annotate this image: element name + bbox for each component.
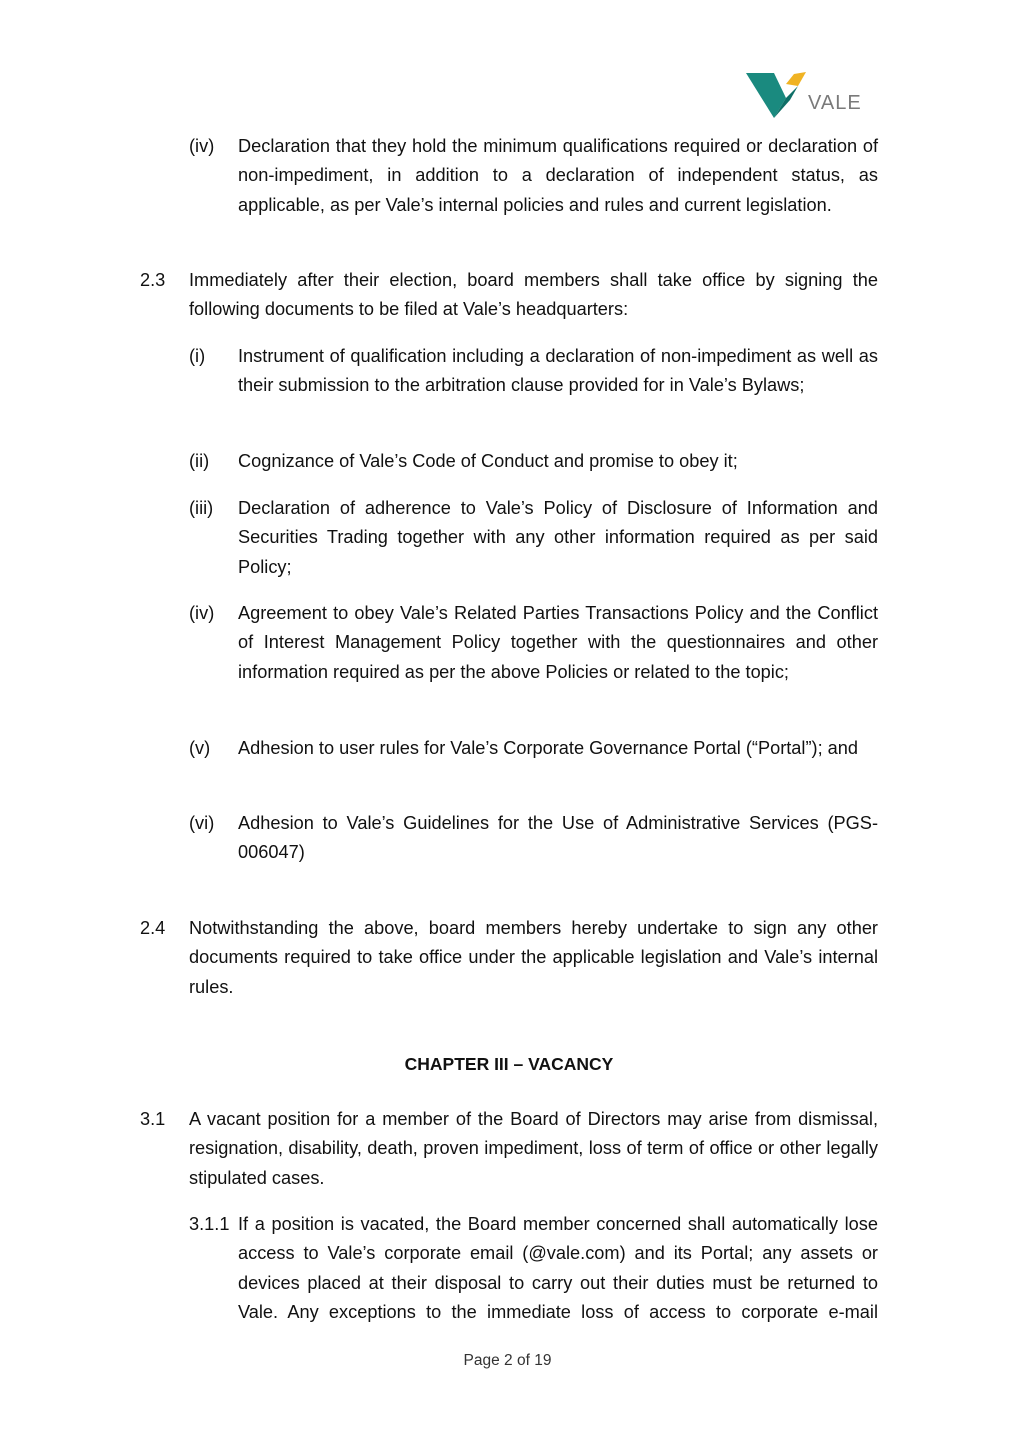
item-text: Adhesion to user rules for Vale’s Corporate Governance Portal (“Portal”); and (238, 738, 859, 758)
clause-number: 3.1 (140, 1109, 166, 1129)
clause-number: 2.3 (140, 270, 166, 290)
clause-number: 3.1.1 (189, 1214, 230, 1234)
clause-number: 2.4 (140, 918, 166, 938)
chapter-heading: CHAPTER III – VACANCY (404, 1054, 614, 1074)
vale-logo-text: VALE (808, 92, 862, 114)
clause-text: A vacant position for a member of the Board of Directors may arise from dismissal, resignation, disability, death, proven impediment, loss of term of office or other legally stipulated cases. (189, 1109, 878, 1188)
item-text: Instrument of qualification including a declaration of non-impediment as well as their submission to the arbitration clause provided for in Vale’s Bylaws; (238, 346, 878, 396)
page-number-footer: Page 2 of 19 (463, 1352, 552, 1369)
item-text: Agreement to obey Vale’s Related Parties Transactions Policy and the Conflict of Interest Management Policy together with the questionnaires and other information required as per the above Policies or related to the topic; (238, 603, 878, 682)
item-number: (i) (189, 346, 206, 366)
clause-text: Notwithstanding the above, board members hereby undertake to sign any other documents required to take office under the applicable legislation and Vale’s internal rules. (189, 918, 878, 997)
item-number: (ii) (189, 451, 210, 471)
item-number: (vi) (189, 813, 215, 833)
item-number: (iv) (189, 603, 215, 623)
item-number: (iv) (189, 136, 215, 156)
item-text: Declaration that they hold the minimum qualifications required or declaration of non-impediment, in addition to a declaration of independent status, as applicable, as per Vale’s internal policies and rules and current legislation. (238, 136, 878, 215)
item-number: (v) (189, 738, 211, 758)
item-text: Adhesion to Vale’s Guidelines for the Use of Administrative Services (PGS-006047) (238, 813, 878, 863)
item-number: (iii) (189, 498, 214, 518)
clause-text: Immediately after their election, board members shall take office by signing the following documents to be filed at Vale’s headquarters: (189, 270, 878, 320)
clause-text: If a position is vacated, the Board member concerned shall automatically lose access to Vale’s corporate email (@vale.com) and its Portal; any assets or devices placed at their disposal to carry out their duties must be returned to Vale. Any exceptions to the immediate loss of access to corporate e-mail (238, 1214, 878, 1323)
item-text: Declaration of adherence to Vale’s Policy of Disclosure of Information and Securities Trading together with any other information required as per said Policy; (238, 498, 878, 577)
item-text: Cognizance of Vale’s Code of Conduct and promise to obey it; (238, 451, 738, 471)
